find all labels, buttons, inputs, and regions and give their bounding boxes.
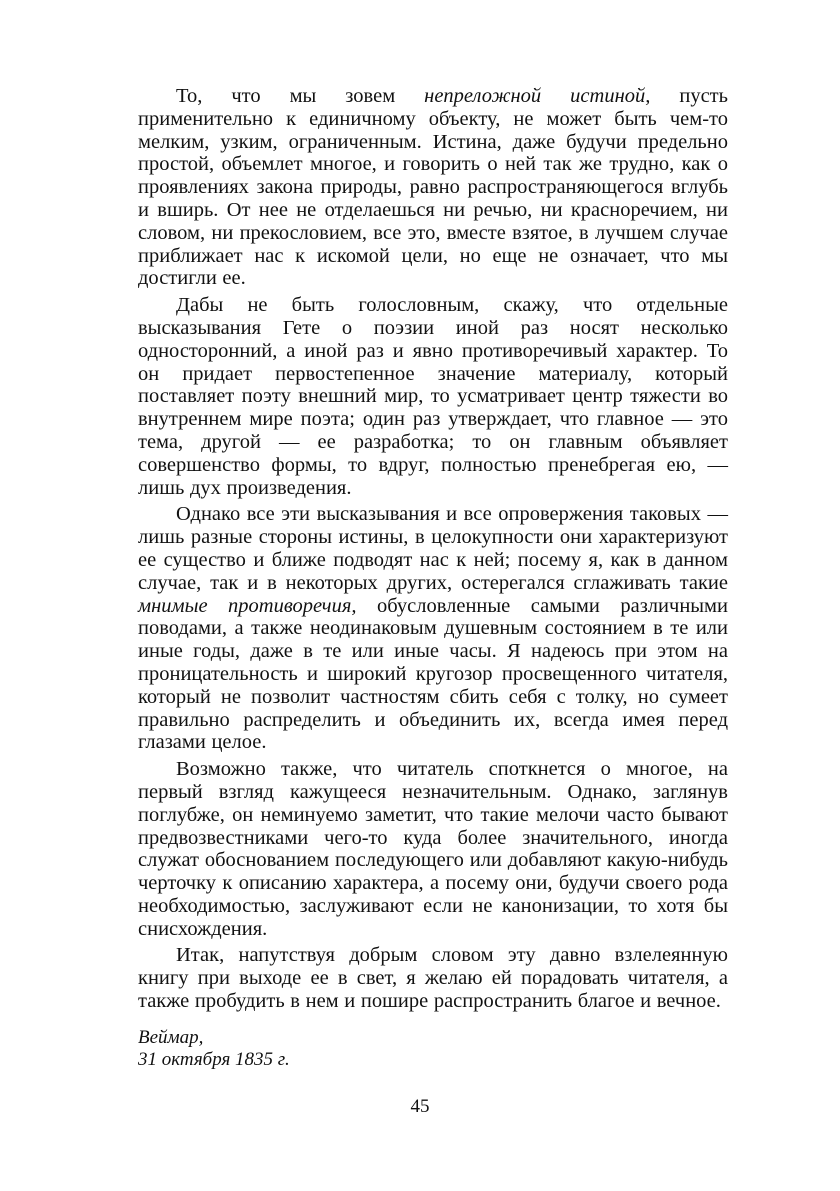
text-run: Однако все эти высказывания и все опровержения таковых — лишь разные стороны истины, в целокупности они характеризуют ее существо и ближе подводят нас к ней; посему я, как в данном случае, так и в некоторых других, остерегался сглаживать такие <box>138 503 728 594</box>
signature-block <box>138 1027 728 1071</box>
text-run: пусть применительно к единичному объекту, не может быть чем-то мелким, узким, ограниченным. Истина, даже будучи предельно простой, объемлет многое, и говорить о ней так же трудно, как о проявлениях закона природы, равно распространяющегося вглубь и вширь. От нее не отделаешься ни речью, ни красноречием, ни словом, ни прекословием, все это, вместе взятое, в лучшем случае приближает нас к искомой цели, но еще не означает, что мы достигли ее. <box>138 85 728 290</box>
text-run: Итак, напутствуя добрым словом эту давно взлелеянную книгу при выходе ее в свет, я желаю ей порадовать читателя, а также пробудить в нем и пошире распространить благое и вечное. <box>138 944 728 1013</box>
paragraph <box>138 944 728 1012</box>
italic-phrase: непреложной истиной, <box>424 85 651 107</box>
text-body <box>138 85 728 1013</box>
text-run: обусловленные самыми различными поводами, а также неодинаковым душевным состоянием в те или иные годы, даже в те или иные часы. Я надеюсь при этом на проницательность и широкий кругозор просвещенного читателя, который не позволит частностям сбить себя с толку, но сумеет правильно распределить и объединить их, всегда имея перед глазами целое. <box>138 594 729 754</box>
page-body <box>138 85 728 1071</box>
paragraph <box>138 758 728 940</box>
text-run: Возможно также, что читатель споткнется о многое, на первый взгляд кажущееся незначительным. Однако, заглянув поглубже, он неминуемо заметит, что такие мелочи часто бывают предвозвестниками чего-то куда более значительного, иногда служат обоснованием последующего или добавляют какую-нибудь черточку к описанию характера, а посему они, будучи своего рода необходимостью, заслуживают если не канонизации, то хотя бы снисхождения. <box>138 758 728 940</box>
paragraph <box>138 294 728 499</box>
italic-phrase: мнимые противоречия, <box>138 594 357 617</box>
signature-place: Веймар, <box>138 1026 204 1048</box>
text-run: То, что мы зовем <box>176 85 425 107</box>
page-number: 45 <box>410 1096 430 1117</box>
signature-date: 31 октября 1835 г. <box>138 1048 290 1070</box>
paragraph <box>138 503 728 754</box>
text-run: Дабы не быть голословным, скажу, что отдельные высказывания Гете о поэзии иной раз носят несколько односторонний, а иной раз и явно противоречивый характер. То он придает первостепенное значение материалу, который поставляет поэту внешний мир, то усматривает центр тяжести во внутреннем мире поэта; один раз утверждает, что главное — это тема, другой — ее разработка; то он главным объявляет совершенство формы, то вдруг, полностью пренебрегая ею, — лишь дух произведения. <box>138 294 728 499</box>
paragraph <box>138 85 728 290</box>
